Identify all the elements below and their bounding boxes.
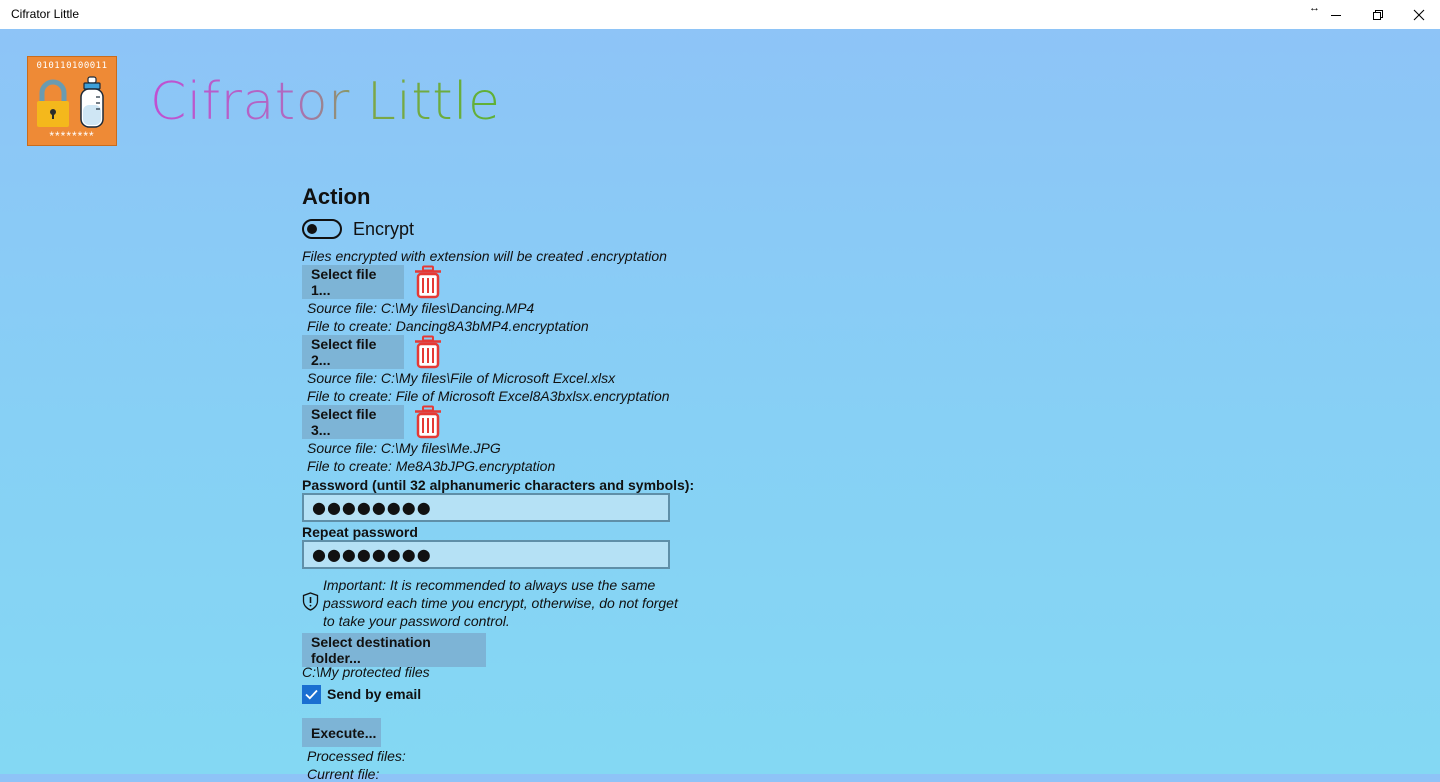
close-button[interactable] xyxy=(1398,0,1440,29)
minimize-icon xyxy=(1330,9,1342,21)
execute-button[interactable]: Execute... xyxy=(302,718,381,747)
password-field[interactable]: ●●●●●●●● xyxy=(302,493,670,522)
file-1-source-text: Source file: C:\My files\Dancing.MP4 xyxy=(307,300,535,316)
checkmark-icon xyxy=(305,689,318,700)
repeat-password-label: Repeat password xyxy=(302,524,418,540)
minimize-button[interactable] xyxy=(1315,0,1357,29)
password-label: Password (until 32 alphanumeric characters and symbols): xyxy=(302,477,695,493)
select-file-1-button[interactable]: Select file 1... xyxy=(302,265,404,299)
restore-button[interactable] xyxy=(1357,0,1399,29)
encrypt-toggle[interactable] xyxy=(302,219,342,239)
extension-info-text: Files encrypted with extension will be created .encryptation xyxy=(302,248,667,264)
destination-path-text: C:\My protected files xyxy=(302,664,430,680)
toggle-knob xyxy=(307,224,317,234)
file-2-target-text: File to create: File of Microsoft Excel8A3bxlsx.encryptation xyxy=(307,388,670,404)
select-file-3-button[interactable]: Select file 3... xyxy=(302,405,404,439)
resize-indicator-icon: ↔ xyxy=(1309,2,1320,14)
app-logo xyxy=(27,56,117,146)
shield-warning-icon xyxy=(302,592,319,611)
repeat-password-field[interactable]: ●●●●●●●● xyxy=(302,540,670,569)
send-by-email-checkbox[interactable] xyxy=(302,685,321,704)
title-bar xyxy=(0,0,1440,29)
encrypt-toggle-label: Encrypt xyxy=(353,219,415,239)
restore-icon xyxy=(1372,9,1384,21)
current-file-text: Current file: xyxy=(307,766,380,782)
close-icon xyxy=(1413,9,1425,21)
select-destination-folder-button[interactable]: Select destination folder... xyxy=(302,633,486,667)
delete-file-3-trash-icon[interactable] xyxy=(413,405,443,439)
lock-and-bottle-icon xyxy=(34,73,112,131)
password-important-note: Important: It is recommended to always use the same password each time you encrypt, otherwise, do not forget to take your password control. xyxy=(323,577,678,629)
delete-file-1-trash-icon[interactable] xyxy=(413,265,443,299)
processed-files-text: Processed files: xyxy=(307,748,406,764)
file-3-source-text: Source file: C:\My files\Me.JPG xyxy=(307,440,501,456)
action-heading: Action xyxy=(302,184,371,209)
window-title: Cifrator Little xyxy=(11,7,80,21)
logo-binary-text: 010110100011 xyxy=(36,61,108,71)
delete-file-2-trash-icon[interactable] xyxy=(413,335,443,369)
app-title: Cifrator Little xyxy=(150,72,501,132)
file-1-target-text: File to create: Dancing8A3bMP4.encryptation xyxy=(307,318,589,334)
file-2-source-text: Source file: C:\My files\File of Microsoft Excel.xlsx xyxy=(307,370,616,386)
send-by-email-label: Send by email xyxy=(327,686,422,702)
file-3-target-text: File to create: Me8A3bJPG.encryptation xyxy=(307,458,556,474)
select-file-2-button[interactable]: Select file 2... xyxy=(302,335,404,369)
logo-stars-text: ******** xyxy=(49,129,95,143)
